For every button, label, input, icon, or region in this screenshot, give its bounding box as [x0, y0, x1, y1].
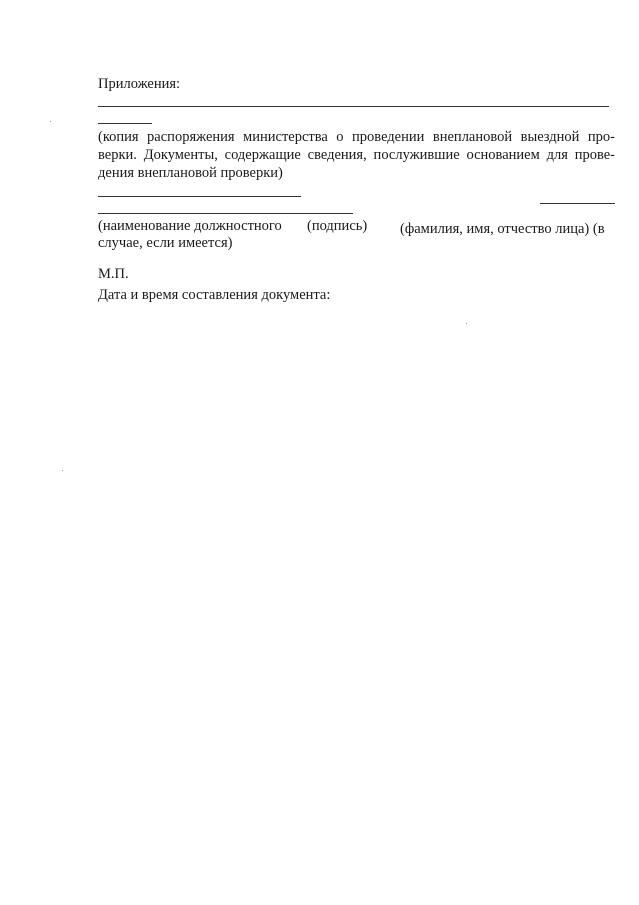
name-caption: (фамилия, имя, отчество лица) (в: [400, 221, 605, 237]
attachments-note: [98, 128, 615, 182]
scan-speck: [50, 121, 51, 122]
position-fill-line: [98, 196, 301, 197]
attachments-fill-line-short: [98, 123, 152, 124]
attachments-heading: Приложения:: [98, 76, 181, 92]
attachments-note-line: (копия распоряжения министерства о проведении внеплановой выездной про-: [98, 129, 615, 145]
stamp-label: М.П.: [98, 266, 129, 282]
attachments-note-line: верки. Документы, содержащие сведения, послужившие основанием для прове-: [98, 147, 615, 163]
position-fill-line-lower: [98, 213, 353, 214]
attachments-note-line: дения внеплановой проверки): [98, 165, 283, 181]
name-fill-line: [540, 203, 615, 204]
scan-speck: [62, 470, 63, 471]
position-caption: (наименование должностного: [98, 218, 282, 234]
scan-speck: [466, 323, 467, 324]
date-time-label: Дата и время составления документа:: [98, 287, 331, 303]
position-caption-continued: случае, если имеется): [98, 235, 233, 251]
attachments-fill-line: [98, 106, 609, 107]
signature-caption: (подпись): [307, 218, 368, 234]
